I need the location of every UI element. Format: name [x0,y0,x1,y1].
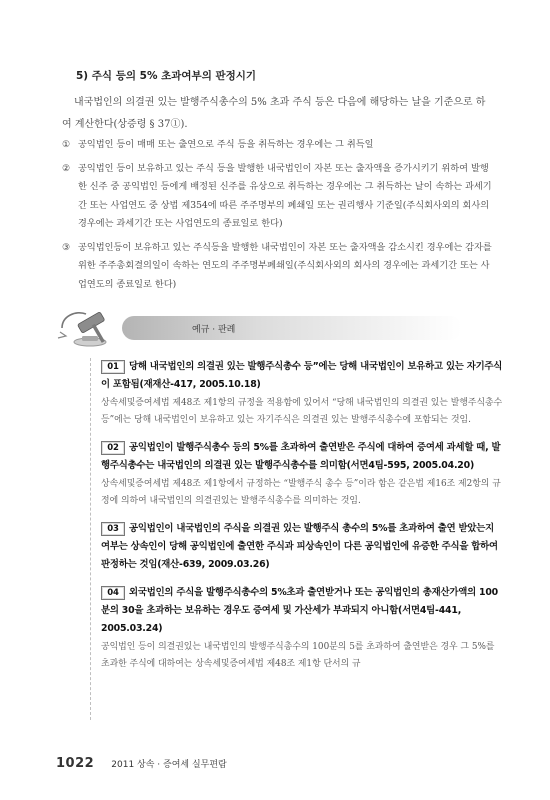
rulings-list [90,358,503,720]
examples-header-label: 예규 · 판례 [192,325,236,335]
list-item-number: ③ [62,241,71,253]
ruling-title: 당해 내국법인의 의결권 있는 발행주식총수 등”에는 당해 내국법인이 보유하고 있는 자기주식이 포함됨(재재산-417, 2005.10.18) [101,361,503,390]
list-item-number: ② [62,162,71,174]
page-footer [56,752,227,771]
ruling-body: 상속세및증여세법 제48조 제1항에서 규정하는 “발행주식 총수 등”이라 함은 같은법 제16조 제2항의 규정에 의하여 내국법인의 의결권있는 발행주식총수를 의미하는 것임. [101,479,501,506]
criteria-list [62,136,492,299]
ruling-entry [101,439,503,510]
ruling-number-badge: 04 [101,586,125,600]
ruling-number-badge: 02 [101,441,125,455]
ruling-title: 외국법인의 주식을 발행주식총수의 5%초과 출연받거나 또는 공익법인의 총재산가액의 100분의 30을 초과하는 보유하는 경우도 증여세 및 가산세가 부과되지 아니함(서면4팀-441, 2005.03.24) [101,587,498,634]
ruling-body: 상속세및증여세법 제48조 제1항의 규정을 적용함에 있어서 “당해 내국법인의 의결권 있는 발행주식총수 등”에는 당해 내국법인이 보유하고 있는 자기주식은 의결권 있는 발행주식총수에 포함되는 것임. [101,398,503,425]
ruling-number-badge: 01 [101,360,125,374]
list-item [62,160,492,234]
section-title: 5) 주식 등의 5% 초과여부의 판정시기 [76,70,257,82]
list-item [62,136,492,155]
ruling-entry [101,584,503,673]
book-title: 2011 상속 · 증여세 실무편람 [111,760,227,770]
intro-paragraph: 내국법인의 의결권 있는 발행주식총수의 5% 초과 주식 등은 다음에 해당하는 날을 기준으로 하여 계산한다(상증령 § 37①). [62,97,486,130]
ruling-title: 공익법인이 발행주식총수 등의 5%를 초과하여 출연받은 주식에 대하여 증여세 과세할 때, 발행주식총수는 내국법인의 의결권 있는 발행주식총수를 의미함(서면4팀-595, 2005.04.20) [101,442,501,471]
examples-header [56,306,496,350]
examples-header-band [122,316,462,340]
list-item-text: 공익법인 등이 매매 또는 출연으로 주식 등을 취득하는 경우에는 그 취득일 [78,139,374,150]
ruling-number-badge: 03 [101,522,125,536]
list-item-text: 공익법인 등이 보유하고 있는 주식 등을 발행한 내국법인이 자본 또는 출자액을 증가시키기 위하여 발행한 신주 중 공익법인 등에게 배정된 신주를 유상으로 취득하는 경우에는 그 취득하는 날이 속하는 과세기간 또는 사업연도 중 상법 제354에 따른 주주명부의 폐쇄일 또는 권리행사 기준일(주식회사외의 회사의 경우에는 과세기간 또는 사업연도의 종료일로 한다) [78,162,492,229]
ruling-entry [101,520,503,574]
ruling-entry [101,358,503,429]
gavel-icon [56,306,136,354]
list-item-number: ① [62,139,71,150]
ruling-body: 공익법인 등이 의결권있는 내국법인의 발행주식총수의 100분의 5를 초과하여 출연받은 경우 그 5%를 초과한 주식에 대하여는 상속세및증여세법 제48조 제1항 단서의 규 [101,642,495,669]
list-item-text: 공익법인등이 보유하고 있는 주식등을 발행한 내국법인이 자본 또는 출자액을 감소시킨 경우에는 감자를 위한 주주총회결의일이 속하는 연도의 주주명부폐쇄일(주식회사외의 회사의 경우에는 과세기간 또는 사업연도의 종료일로 한다) [78,241,492,290]
list-item [62,239,492,295]
ruling-title: 공익법인이 내국법인의 주식을 의결권 있는 발행주식 총수의 5%를 초과하여 출연 받았는지 여부는 상속인이 당해 공익법인에 출연한 주식과 피상속인이 다른 공익법인에 유증한 주식을 합하여 판정하는 것임(재산-639, 2009.03.26) [101,523,498,570]
page-number: 1022 [56,756,95,771]
